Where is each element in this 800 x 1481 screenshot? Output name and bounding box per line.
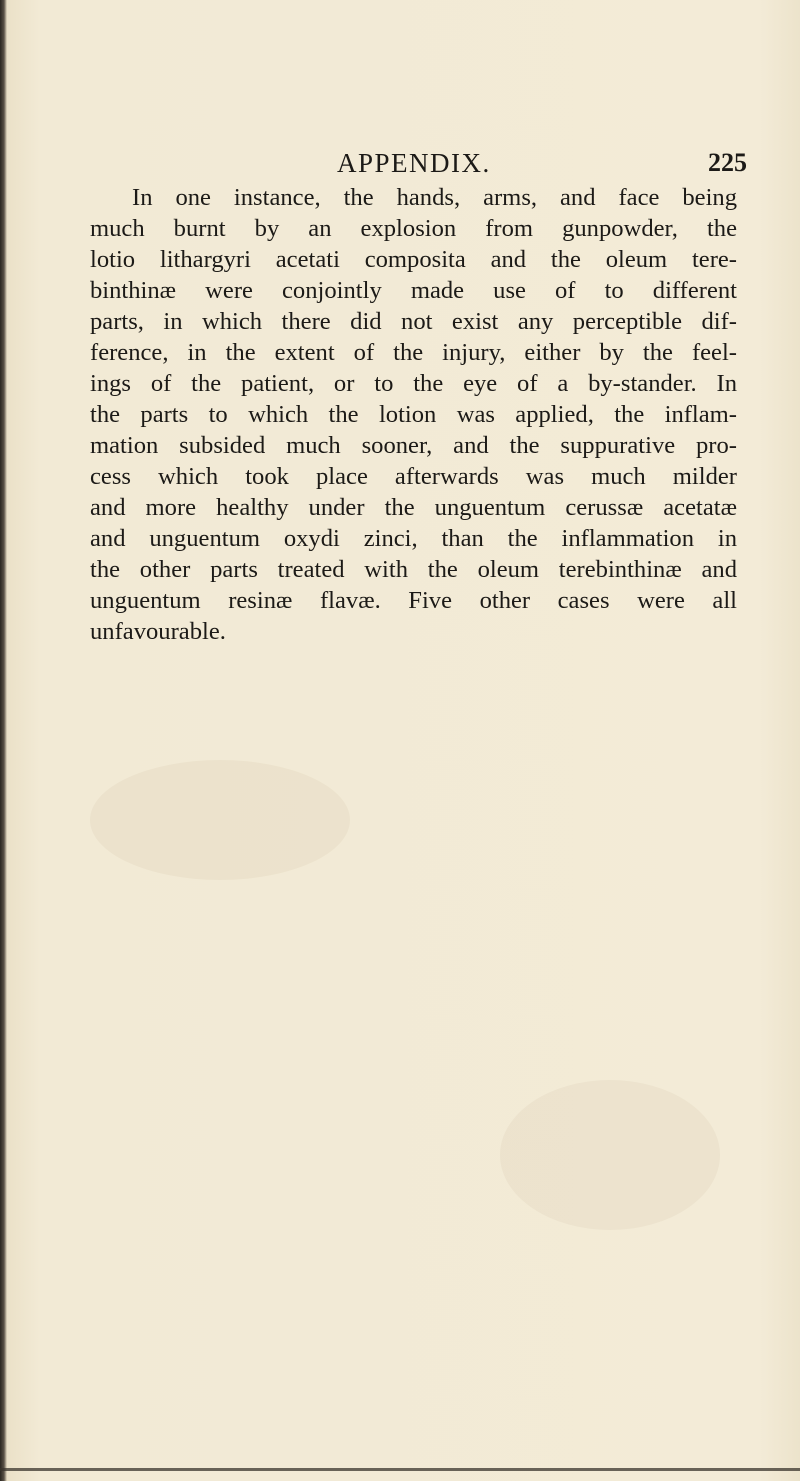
text-line: the other parts treated with the oleum terebinthinæ and: [90, 556, 737, 583]
text-line: binthinæ were conjointly made use of to different: [90, 277, 737, 304]
text-line: parts, in which there did not exist any perceptible dif-: [90, 308, 737, 335]
text-line: and more healthy under the unguentum cerussæ acetatæ: [90, 494, 737, 521]
paper-stain: [500, 1080, 720, 1230]
text-line: and unguentum oxydi zinci, than the inflammation in: [90, 525, 737, 552]
text-line: mation subsided much sooner, and the suppurative pro-: [90, 432, 737, 459]
paper-stain: [90, 760, 350, 880]
text-line: much burnt by an explosion from gunpowder, the: [90, 215, 737, 242]
text-line: unguentum resinæ flavæ. Five other cases were all: [90, 587, 737, 614]
page-number: 225: [708, 148, 747, 177]
page-binding-edge: [0, 0, 7, 1481]
text-line: lotio lithargyri acetati composita and the oleum tere-: [90, 246, 737, 273]
running-title: APPENDIX.: [337, 148, 491, 178]
text-line: In one instance, the hands, arms, and face being: [132, 184, 737, 211]
text-line: unfavourable.: [90, 618, 226, 645]
page-bottom-edge: [0, 1468, 800, 1471]
text-line: the parts to which the lotion was applied, the inflam-: [90, 401, 737, 428]
text-line: ings of the patient, or to the eye of a by-stander. In: [90, 370, 737, 397]
text-line: ference, in the extent of the injury, either by the feel-: [90, 339, 737, 366]
text-line: cess which took place afterwards was much milder: [90, 463, 737, 490]
